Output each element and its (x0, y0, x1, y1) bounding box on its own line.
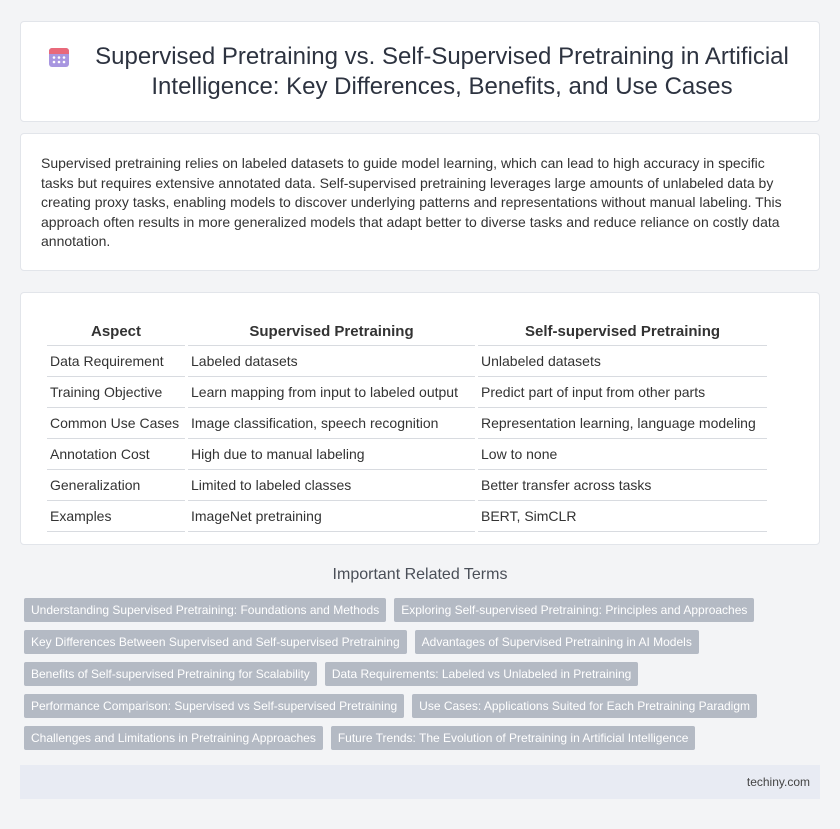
intro-card (20, 133, 820, 271)
table-cell: Better transfer across tasks (478, 470, 767, 501)
table-cell: Data Requirement (47, 346, 185, 377)
table-cell: Representation learning, language modeling (478, 408, 767, 439)
header-aspect: Aspect (47, 315, 185, 346)
table-cell: Training Objective (47, 377, 185, 408)
related-term-tag[interactable]: Performance Comparison: Supervised vs Self-supervised Pretraining (24, 694, 404, 718)
table-cell: Predict part of input from other parts (478, 377, 767, 408)
table-cell: Examples (47, 501, 185, 532)
table-cell: Unlabeled datasets (478, 346, 767, 377)
table-cell: Limited to labeled classes (188, 470, 475, 501)
title-card (20, 21, 820, 122)
related-term-tag[interactable]: Use Cases: Applications Suited for Each Pretraining Paradigm (412, 694, 757, 718)
table-cell: High due to manual labeling (188, 439, 475, 470)
comparison-table-card (20, 292, 820, 545)
related-terms-title: Important Related Terms (332, 566, 508, 583)
header-supervised: Supervised Pretraining (188, 315, 475, 346)
table-cell: Image classification, speech recognition (188, 408, 475, 439)
table-row (47, 470, 767, 501)
footer-site-link[interactable]: techiny.com (746, 775, 810, 789)
table-header-row (47, 315, 767, 346)
table-row (47, 439, 767, 470)
comparison-table (47, 315, 767, 532)
table-cell: Low to none (478, 439, 767, 470)
table-cell: Labeled datasets (188, 346, 475, 377)
title-wrap (48, 42, 792, 102)
related-term-tag[interactable]: Understanding Supervised Pretraining: Foundations and Methods (24, 598, 386, 622)
related-term-tag[interactable]: Challenges and Limitations in Pretraining Approaches (24, 726, 323, 750)
table-cell: Common Use Cases (47, 408, 185, 439)
related-term-tag[interactable]: Data Requirements: Labeled vs Unlabeled in Pretraining (325, 662, 639, 686)
footer (20, 765, 820, 799)
related-term-tag[interactable]: Exploring Self-supervised Pretraining: Principles and Approaches (394, 598, 754, 622)
page-title: Supervised Pretraining vs. Self-Supervised Pretraining in Artificial Intelligence: Key Differences, Benefits, and Use Cases (95, 42, 789, 100)
table-cell: Learn mapping from input to labeled output (188, 377, 475, 408)
header-self-supervised: Self-supervised Pretraining (478, 315, 767, 346)
related-terms-list (24, 598, 824, 750)
table-cell: BERT, SimCLR (478, 501, 767, 532)
table-row (47, 408, 767, 439)
table-row (47, 377, 767, 408)
related-term-tag[interactable]: Future Trends: The Evolution of Pretraining in Artificial Intelligence (331, 726, 696, 750)
related-term-tag[interactable]: Benefits of Self-supervised Pretraining for Scalability (24, 662, 317, 686)
table-cell: ImageNet pretraining (188, 501, 475, 532)
calendar-icon (48, 46, 70, 68)
table-row (47, 346, 767, 377)
table-row (47, 501, 767, 532)
table-cell: Annotation Cost (47, 439, 185, 470)
related-term-tag[interactable]: Key Differences Between Supervised and Self-supervised Pretraining (24, 630, 407, 654)
related-term-tag[interactable]: Advantages of Supervised Pretraining in AI Models (415, 630, 699, 654)
table-cell: Generalization (47, 470, 185, 501)
intro-paragraph: Supervised pretraining relies on labeled datasets to guide model learning, which can lead to high accuracy in specific tasks but requires extensive annotated data. Self-supervised pretraining leverages large amounts of unlabeled data by creating proxy tasks, enabling models to discover underlying patterns and representations without manual labeling. This approach often results in more generalized models that adapt better to diverse tasks and reduce reliance on costly data annotation. (41, 155, 782, 250)
